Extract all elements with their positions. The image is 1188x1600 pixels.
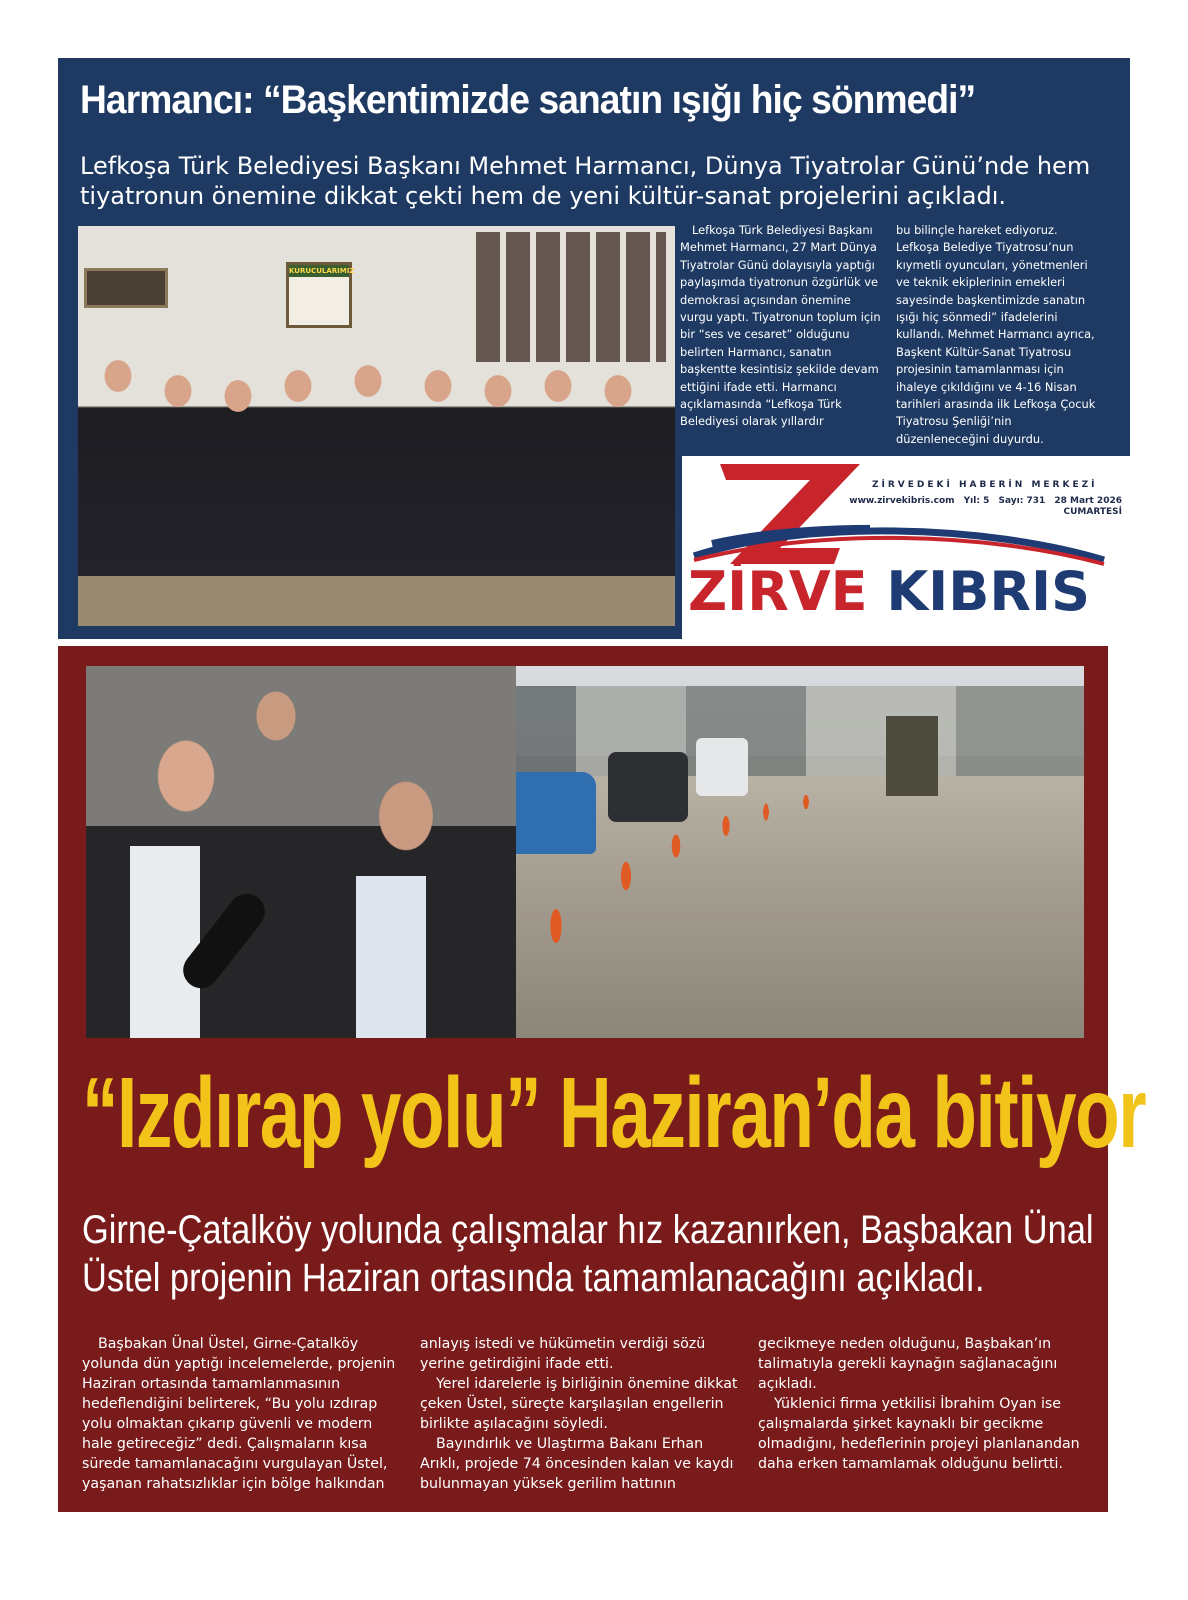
photo-floor: [78, 576, 675, 626]
main-story-paragraph: Yerel idarelerle iş birliğinin önemine dikkat çeken Üstel, süreçte karşılaşılan engellerin birlikte aşılacağını söyledi.: [420, 1376, 738, 1432]
masthead-name-zirve: ZİRVE: [688, 560, 868, 623]
masthead-date: 28 Mart 2026: [1054, 496, 1122, 506]
official-left: [130, 846, 200, 1038]
main-subhead-line-2: Üstel projenin Haziran ortasında tamamlanacağını açıkladı.: [82, 1256, 985, 1300]
main-story-col-1: [82, 1334, 404, 1494]
main-story-col-2: [420, 1334, 742, 1494]
main-subhead-line-1: Girne-Çatalköy yolunda çalışmalar hız kazanırken, Başbakan Ünal: [82, 1208, 1094, 1252]
top-story-body: [680, 222, 1120, 452]
top-story-col-1: [680, 222, 885, 431]
traffic-cones: [516, 786, 846, 946]
photo-officials: [86, 666, 516, 1038]
top-story-headline: Harmancı: “Başkentimizde sanatın ışığı hiç sönmedi”: [80, 78, 976, 122]
top-story-subhead: Lefkoşa Türk Belediyesi Başkanı Mehmet Harmancı, Dünya Tiyatrolar Günü’nde hem tiyatronun önemine dikkat çekti hem de yeni kültür-sanat projelerini açıkladı.: [80, 152, 1091, 210]
photo-excavator: [886, 716, 938, 796]
top-story-col-2: [896, 222, 1101, 448]
masthead-website: www.zirvekibris.com: [849, 496, 955, 506]
main-story-body: [82, 1334, 1090, 1504]
road-works-photo: [86, 666, 1084, 1038]
masthead-weekday: CUMARTESİ: [1063, 507, 1122, 517]
masthead-tagline: ZİRVEDEKİ HABERİN MERKEZİ: [872, 480, 1098, 490]
theatre-group-photo: [78, 226, 675, 626]
masthead-meta: [842, 496, 1122, 518]
photo-crowd: [78, 336, 675, 586]
masthead-issue: Sayı: 731: [998, 496, 1046, 506]
official-right: [356, 876, 426, 1038]
main-story-paragraph: Yüklenici firma yetkilisi İbrahim Oyan ise çalışmalarda şirket kaynaklı bir gecikme olmadığını, hedeflerinin projeyi planlanandan daha erken tamamlamak olduğunu belirtti.: [758, 1396, 1080, 1472]
logo-swoosh-icon: [684, 516, 1124, 566]
main-story-headline: “Izdırap yolu” Haziran’da bitiyor: [82, 1057, 1146, 1169]
main-story-col-3: [758, 1334, 1080, 1474]
main-story-paragraph: anlayış istedi ve hükümetin verdiği sözü yerine getirdiğini ifade etti.: [420, 1336, 706, 1372]
masthead: [682, 456, 1130, 639]
masthead-name-kibris: KIBRIS: [886, 560, 1090, 623]
main-story-paragraph: gecikmeye neden olduğunu, Başbakan’ın talimatıyla gerekli kaynağın sağlanacağını açıkladı.: [758, 1336, 1058, 1392]
founders-board-label: KURUCULARIMIZ: [289, 267, 355, 275]
main-story: [58, 646, 1146, 1512]
main-story-paragraph: Bayındırlık ve Ulaştırma Bakanı Erhan Arıklı, projede 74 öncesinden kalan ve kaydı bulunmayan yüksek gerilim hattının: [420, 1436, 734, 1492]
main-story-subhead: [82, 1206, 1092, 1302]
top-story-paragraph: Lefkoşa Türk Belediyesi Başkanı Mehmet Harmancı, 27 Mart Dünya Tiyatrolar Günü dolayısıyla yaptığı paylaşımda tiyatronun özgürlük ve demokrasi açısından önemine vurgu yaptı. Tiyatronun toplum için bir “ses ve cesaret” olduğunu belirten Harmancı, sanatın başkentte kesintisiz şekilde devam ettiğini ifade etti. Harmancı açıklamasında “Lefkoşa Türk Belediyesi olarak yıllardır: [680, 223, 881, 429]
top-story-paragraph: bu bilinçle hareket ediyoruz. Lefkoşa Belediye Tiyatrosu’nun kıymetli oyuncuları, yönetmenleri ve teknik ekiplerinin emekleri sayesinde başkentimizde sanatın ışığı hiç sönmedi” ifadelerini kullandı. Mehmet Harmancı ayrıca, Başkent Kültür-Sanat Tiyatrosu projesinin tamamlanması için ihaleye çıkıldığını ve 4-16 Nisan tarihleri arasında ilk Lefkoşa Çocuk Tiyatrosu Şenliği’nin düzenleneceğini duyurdu.: [896, 223, 1096, 446]
photo-frame-left: [84, 268, 168, 308]
main-story-paragraph: Başbakan Ünal Üstel, Girne-Çatalköy yolunda dün yaptığı incelemelerde, projenin Haziran ortasında tamamlanmasının hedeflendiğini belirterek, “Bu yolu ızdırap yolu olmaktan çıkarıp güvenli ve modern hale getireceğiz” dedi. Çalışmaların kısa sürede tamamlanacağını vurgulayan Üstel, yaşanan rahatsızlıklar için bölge halkından: [82, 1336, 396, 1492]
masthead-year: Yıl: 5: [963, 496, 990, 506]
founders-board: [286, 262, 355, 328]
masthead-name: [688, 560, 1090, 623]
